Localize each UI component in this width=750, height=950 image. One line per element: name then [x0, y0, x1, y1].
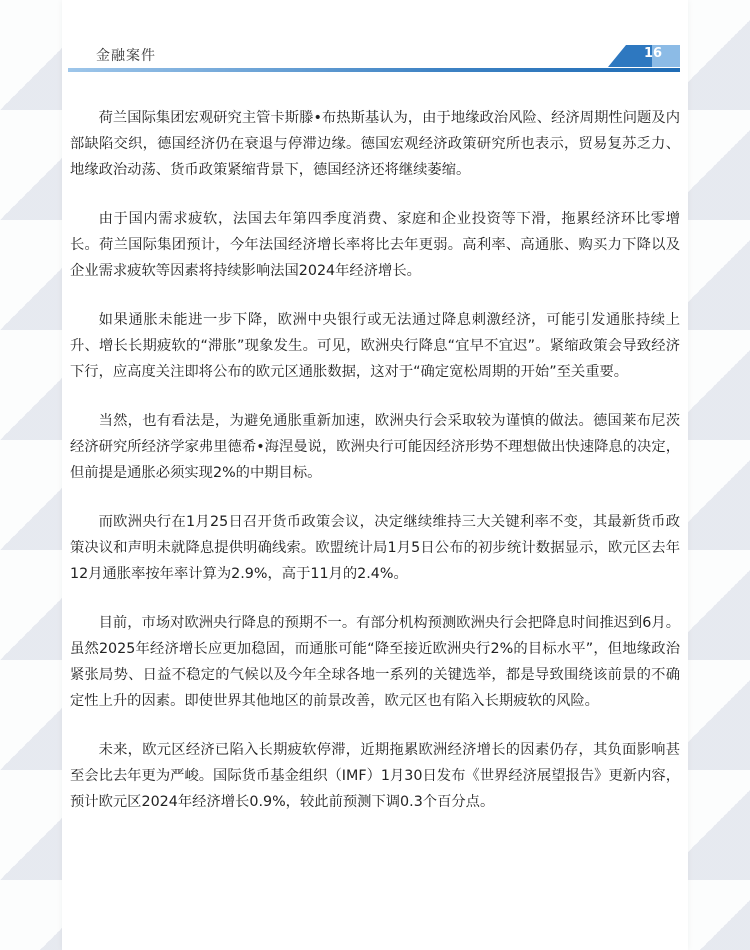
paragraph: 当然，也有看法是，为避免通胀重新加速，欧洲央行会采取较为谨慎的做法。德国莱布尼茨经济研究所经济学家弗里德希•海涅曼说，欧洲央行可能因经济形势不理想做出快速降息的决定，但前提是通胀必须实现2%的中期目标。: [70, 413, 680, 481]
document-page: [62, 0, 688, 950]
page-number: 16: [643, 46, 663, 61]
paragraph: 由于国内需求疲软，法国去年第四季度消费、家庭和企业投资等下滑，拖累经济环比零增长。荷兰国际集团预计，今年法国经济增长率将比去年更弱。高利率、高通胀、购买力下降以及企业需求疲软等因素将持续影响法国2024年经济增长。: [70, 211, 680, 279]
paragraph: 未来，欧元区经济已陷入长期疲软停滞，近期拖累欧洲经济增长的因素仍存，其负面影响甚至会比去年更为严峻。国际货币基金组织（IMF）1月30日发布《世界经济展望报告》更新内容，预计欧元区2024年经济增长0.9%，较此前预测下调0.3个百分点。: [70, 742, 680, 810]
article-body: [70, 105, 680, 838]
paragraph: 荷兰国际集团宏观研究主管卡斯滕•布热斯基认为，由于地缘政治风险、经济周期性问题及内部缺陷交织，德国经济仍在衰退与停滞边缘。德国宏观经济政策研究所也表示，贸易复苏乏力、地缘政治动荡、货币政策紧缩背景下，德国经济还将继续萎缩。: [70, 110, 680, 178]
paragraph: 而欧洲央行在1月25日召开货币政策会议，决定继续维持三大关键利率不变，其最新货币政策决议和声明未就降息提供明确线索。欧盟统计局1月5日公布的初步统计数据显示，欧元区去年12月通胀率按年率计算为2.9%，高于11月的2.4%。: [70, 514, 680, 582]
paragraph: 目前，市场对欧洲央行降息的预期不一。有部分机构预测欧洲央行会把降息时间推迟到6月。虽然2025年经济增长应更加稳固，而通胀可能“降至接近欧洲央行2%的目标水平”，但地缘政治紧张局势、日益不稳定的气候以及今年全球各地一系列的关键选举，都是导致围绕该前景的不确定性上升的因素。即使世界其他地区的前景改善，欧元区也有陷入长期疲软的风险。: [70, 615, 680, 709]
header-divider: [68, 68, 680, 72]
paragraph: 如果通胀未能进一步下降，欧洲中央银行或无法通过降息刺激经济，可能引发通胀持续上升、增长长期疲软的“滞胀”现象发生。可见，欧洲央行降息“宜早不宜迟”。紧缩政策会导致经济下行，应高度关注即将公布的欧元区通胀数据，这对于“确定宽松周期的开始”至关重要。: [70, 312, 680, 380]
header-title: 金融案件: [96, 48, 156, 64]
